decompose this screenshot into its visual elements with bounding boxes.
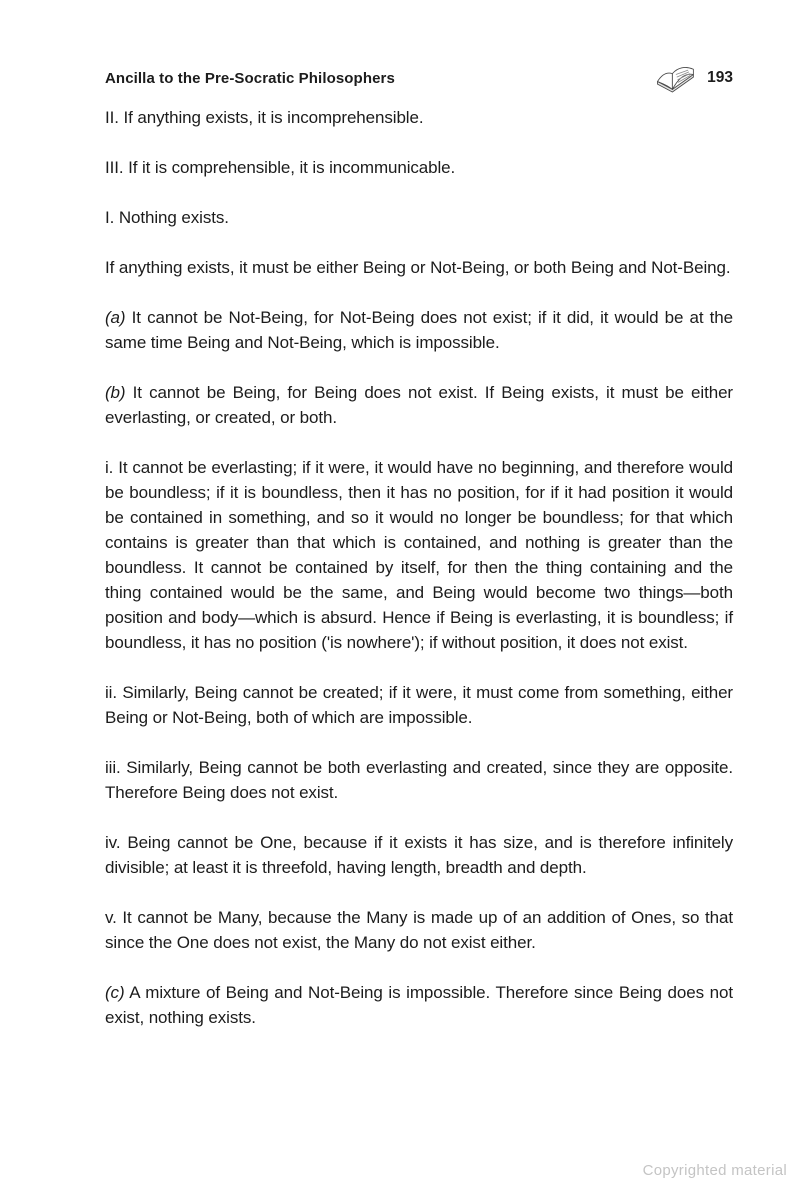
page-header [105,62,733,94]
paragraph [105,905,733,955]
paragraph-text: II. If anything exists, it is incomprehensible. [105,108,424,127]
paragraph-text: iii. Similarly, Being cannot be both everlasting and created, since they are opposite. Therefore Being does not exist. [105,758,733,802]
paragraph-text: It cannot be Not-Being, for Not-Being does not exist; if it did, it would be at the same time Being and Not-Being, which is impossible. [105,308,733,352]
paragraph-text: i. It cannot be everlasting; if it were, it would have no beginning, and therefore would be boundless; if it is boundless, then it has no position, for if it had position it would be contained in something, and so it would no longer be boundless; for that which contains is greater than that which is contained, and nothing is greater than the boundless. It cannot be contained by itself, for then the thing containing and the thing contained would be the same, and Being would become two things—both position and body—which is absurd. Hence if Being is everlasting, it is boundless; if boundless, it has no position ('is nowhere'); if without position, it does not exist. [105,458,733,652]
paragraph-text: v. It cannot be Many, because the Many is made up of an addition of Ones, so that since the One does not exist, the Many do not exist either. [105,908,733,952]
paragraph [105,980,733,1030]
paragraph [105,680,733,730]
paragraph [105,830,733,880]
paragraph [105,205,733,230]
paragraph-marker: (b) [105,383,126,402]
paragraph-text: I. Nothing exists. [105,208,229,227]
running-head-title: Ancilla to the Pre-Socratic Philosophers [105,69,395,87]
paragraph-text: A mixture of Being and Not-Being is impossible. Therefore since Being does not exist, nothing exists. [105,983,733,1027]
page-content [105,62,733,1030]
paragraph [105,455,733,655]
paragraph [105,305,733,355]
open-book-icon [654,63,696,93]
paragraph [105,380,733,430]
page-header-right [654,63,733,93]
paragraph-text: ii. Similarly, Being cannot be created; if it were, it must come from something, either Being or Not-Being, both of which are impossible. [105,683,733,727]
paragraph-text: III. If it is comprehensible, it is incommunicable. [105,158,456,177]
paragraph [105,105,733,130]
page-number: 193 [707,69,733,86]
paragraph-text: iv. Being cannot be One, because if it exists it has size, and is therefore infinitely divisible; at least it is threefold, having length, breadth and depth. [105,833,733,877]
paragraph-text: If anything exists, it must be either Being or Not-Being, or both Being and Not-Being. [105,258,731,277]
paragraph-text: It cannot be Being, for Being does not exist. If Being exists, it must be either everlasting, or created, or both. [105,383,733,427]
paragraph-marker: (c) [105,983,125,1002]
paragraph [105,255,733,280]
paragraph-marker: (a) [105,308,126,327]
copyright-watermark: Copyrighted material [642,1162,787,1179]
paragraph [105,755,733,805]
body-text [105,105,733,1030]
paragraph [105,155,733,180]
